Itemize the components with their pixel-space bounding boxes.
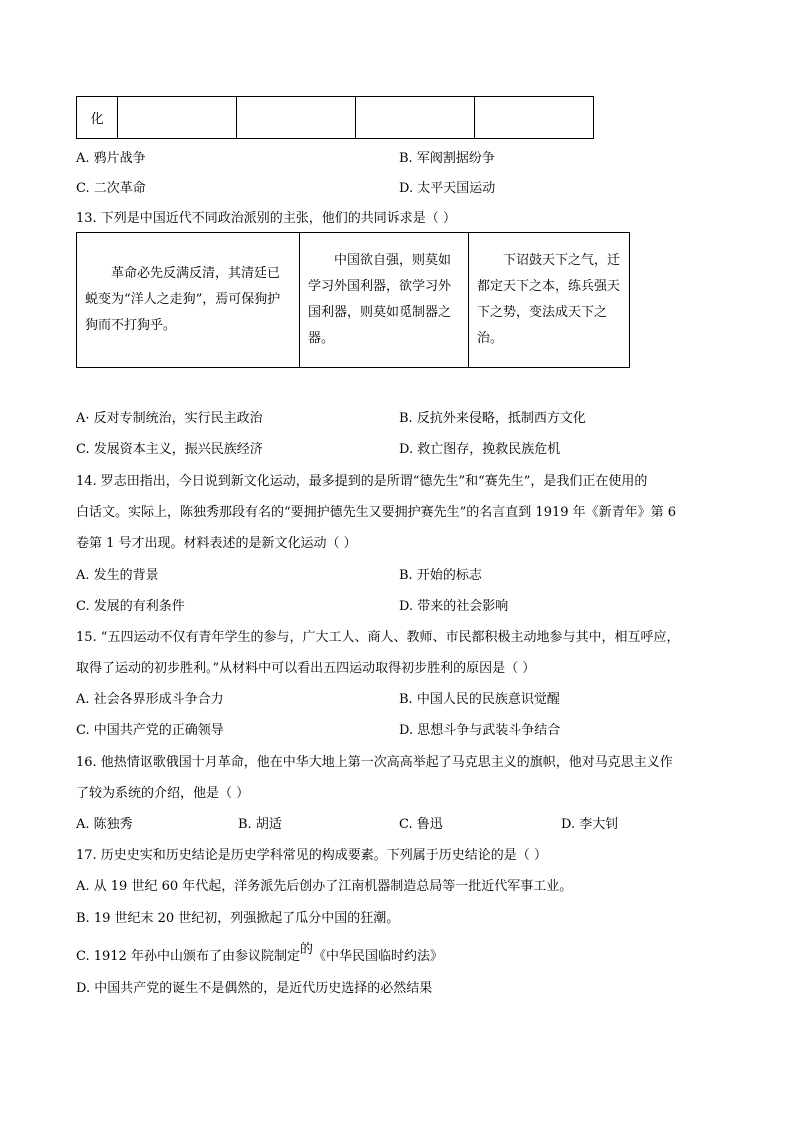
- q17-stem: 17. 历史史实和历史结论是历史学科常见的构成要素。下列属于历史结论的是（ ）: [76, 848, 547, 863]
- q13-quote-table: [76, 232, 630, 368]
- q12-option-c[interactable]: C. 二次革命: [76, 181, 146, 196]
- q16-option-b[interactable]: B. 胡适: [238, 817, 282, 832]
- q13-option-b[interactable]: B. 反抗外来侵略，抵制西方文化: [399, 411, 586, 426]
- q13-quote-1: 革命必先反满反清，其清廷已蜕变为“洋人之走狗”，焉可保狗护狗而不打狗乎。: [77, 233, 300, 368]
- q14-stem-line-3: 卷第 1 号才出现。材料表述的是新文化运动（ ）: [76, 536, 357, 551]
- q17-option-c-text-end: 《中华民国临时约法》: [312, 949, 443, 964]
- table-cell: [356, 97, 475, 139]
- q16-option-c[interactable]: C. 鲁迅: [399, 817, 443, 832]
- q13-option-a[interactable]: A· 反对专制统治，实行民主政治: [76, 411, 263, 426]
- q15-stem-line-1: 15. “五四运动不仅有青年学生的参与，广大工人、商人、教师、市民都积极主动地参与其中，相互呼应，: [76, 630, 680, 645]
- q16-option-a[interactable]: A. 陈独秀: [76, 817, 133, 832]
- table-cell: [118, 97, 237, 139]
- q15-option-c[interactable]: C. 中国共产党的正确领导: [76, 723, 224, 738]
- q15-stem-line-2: 取得了运动的初步胜利。”从材料中可以看出五四运动取得初步胜利的原因是（ ）: [76, 661, 536, 676]
- q15-option-b[interactable]: B. 中国人民的民族意识觉醒: [399, 692, 560, 707]
- q12-option-a[interactable]: A. 鸦片战争: [76, 151, 146, 166]
- q14-option-d[interactable]: D. 带来的社会影响: [399, 599, 509, 614]
- table-cell: 化: [77, 97, 118, 139]
- table-cell: [237, 97, 356, 139]
- table-cell: [475, 97, 594, 139]
- q16-stem-line-2: 了较为系统的介绍，他是（ ）: [76, 786, 250, 801]
- q17-option-a[interactable]: A. 从 19 世纪 60 年代起，洋务派先后创办了江南机器制造总局等一批近代军事工业。: [76, 879, 573, 894]
- previous-question-table: [76, 96, 594, 139]
- q13-quote-2: 中国欲自强，则莫如学习外国利器，欲学习外国利器，则莫如觅制器之器。: [300, 233, 469, 368]
- q15-option-a[interactable]: A. 社会各界形成斗争合力: [76, 692, 224, 707]
- q14-option-a[interactable]: A. 发生的背景: [76, 568, 159, 583]
- q17-option-c-raised-char: 的: [299, 942, 313, 957]
- q13-stem: 13. 下列是中国近代不同政治派别的主张，他们的共同诉求是（ ）: [76, 211, 456, 226]
- q17-option-c[interactable]: [76, 942, 443, 964]
- q14-option-b[interactable]: B. 开始的标志: [399, 568, 482, 583]
- q13-option-d[interactable]: D. 救亡图存，挽救民族危机: [399, 442, 561, 457]
- q14-option-c[interactable]: C. 发展的有利条件: [76, 599, 185, 614]
- q14-stem-line-1: 14. 罗志田指出，今日说到新文化运动，最多提到的是所谓“德先生”和“赛先生”，是我们正在使用的: [76, 474, 648, 489]
- q13-option-c[interactable]: C. 发展资本主义，振兴民族经济: [76, 442, 263, 457]
- q17-option-c-text: C. 1912 年孙中山颁布了由参议院制定: [76, 949, 300, 964]
- q17-option-d[interactable]: D. 中国共产党的诞生不是偶然的，是近代历史选择的必然结果: [76, 981, 433, 996]
- q17-option-b[interactable]: B. 19 世纪末 20 世纪初，列强掀起了瓜分中国的狂潮。: [76, 911, 400, 926]
- q16-stem-line-1: 16. 他热情讴歌俄国十月革命，他在中华大地上第一次高高举起了马克思主义的旗帜，他对马克思主义作: [76, 755, 673, 770]
- q12-option-b[interactable]: B. 军阀割据纷争: [399, 151, 495, 166]
- q12-option-d[interactable]: D. 太平天国运动: [399, 181, 496, 196]
- q14-stem-line-2: 白话文。实际上，陈独秀那段有名的“要拥护德先生又要拥护赛先生”的名言直到 1919 年《新青年》第 6: [76, 505, 677, 520]
- q15-option-d[interactable]: D. 思想斗争与武装斗争结合: [399, 723, 561, 738]
- q16-option-d[interactable]: D. 李大钊: [561, 817, 619, 832]
- q13-quote-3: 下诏鼓天下之气，迁都定天下之本，练兵强天下之势，变法成天下之治。: [469, 233, 630, 368]
